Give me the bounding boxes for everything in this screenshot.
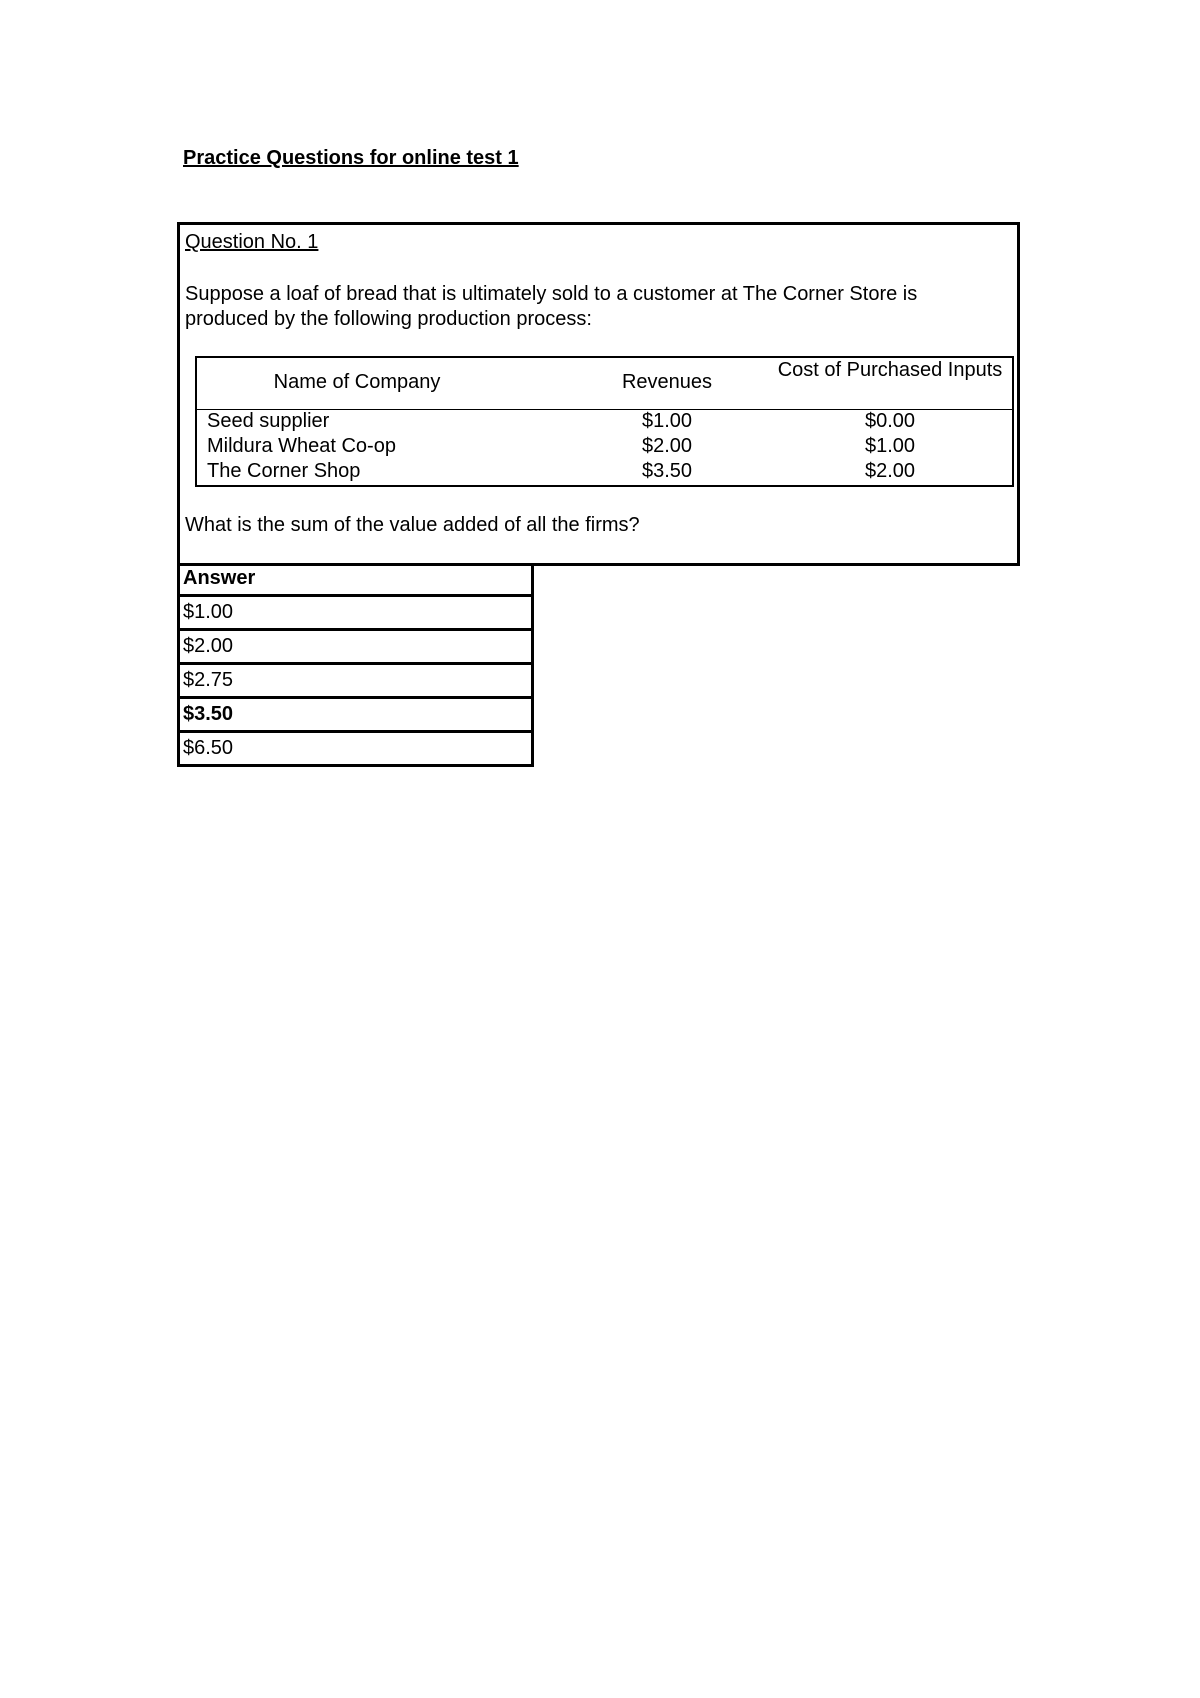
table-row [197, 459, 1012, 484]
answer-option-4[interactable]: $3.50 [180, 696, 531, 730]
answer-option-3[interactable]: $2.75 [180, 662, 531, 696]
production-table-header [197, 358, 1012, 410]
cell-company-name: The Corner Shop [207, 460, 361, 482]
column-header-cost: Cost of Purchased Inputs [777, 359, 1003, 381]
cell-revenues: $1.00 [641, 410, 693, 432]
table-row [197, 409, 1012, 434]
answer-option-1[interactable]: $1.00 [180, 594, 531, 628]
answer-header: Answer [183, 567, 256, 589]
production-table [195, 356, 1014, 487]
cell-cost: $0.00 [864, 410, 916, 432]
cell-cost: $1.00 [864, 435, 916, 457]
question-number: Question No. 1 [185, 231, 319, 253]
column-header-revenues: Revenues [621, 371, 713, 393]
answer-table [177, 563, 534, 767]
question-box [177, 222, 1020, 566]
production-table-body [197, 409, 1012, 484]
question-prompt: What is the sum of the value added of all the firms? [185, 514, 640, 536]
table-row [197, 434, 1012, 459]
cell-company-name: Seed supplier [207, 410, 330, 432]
answer-option-5[interactable]: $6.50 [180, 730, 531, 764]
cell-cost: $2.00 [864, 460, 916, 482]
cell-company-name: Mildura Wheat Co-op [207, 435, 396, 457]
answer-option-2[interactable]: $2.00 [180, 628, 531, 662]
page-title: Practice Questions for online test 1 [183, 147, 519, 169]
cell-revenues: $2.00 [641, 435, 693, 457]
question-text: Suppose a loaf of bread that is ultimately sold to a customer at The Corner Store is produced by the following production process: [185, 283, 918, 330]
cell-revenues: $3.50 [641, 460, 693, 482]
column-header-name: Name of Company [273, 371, 441, 393]
